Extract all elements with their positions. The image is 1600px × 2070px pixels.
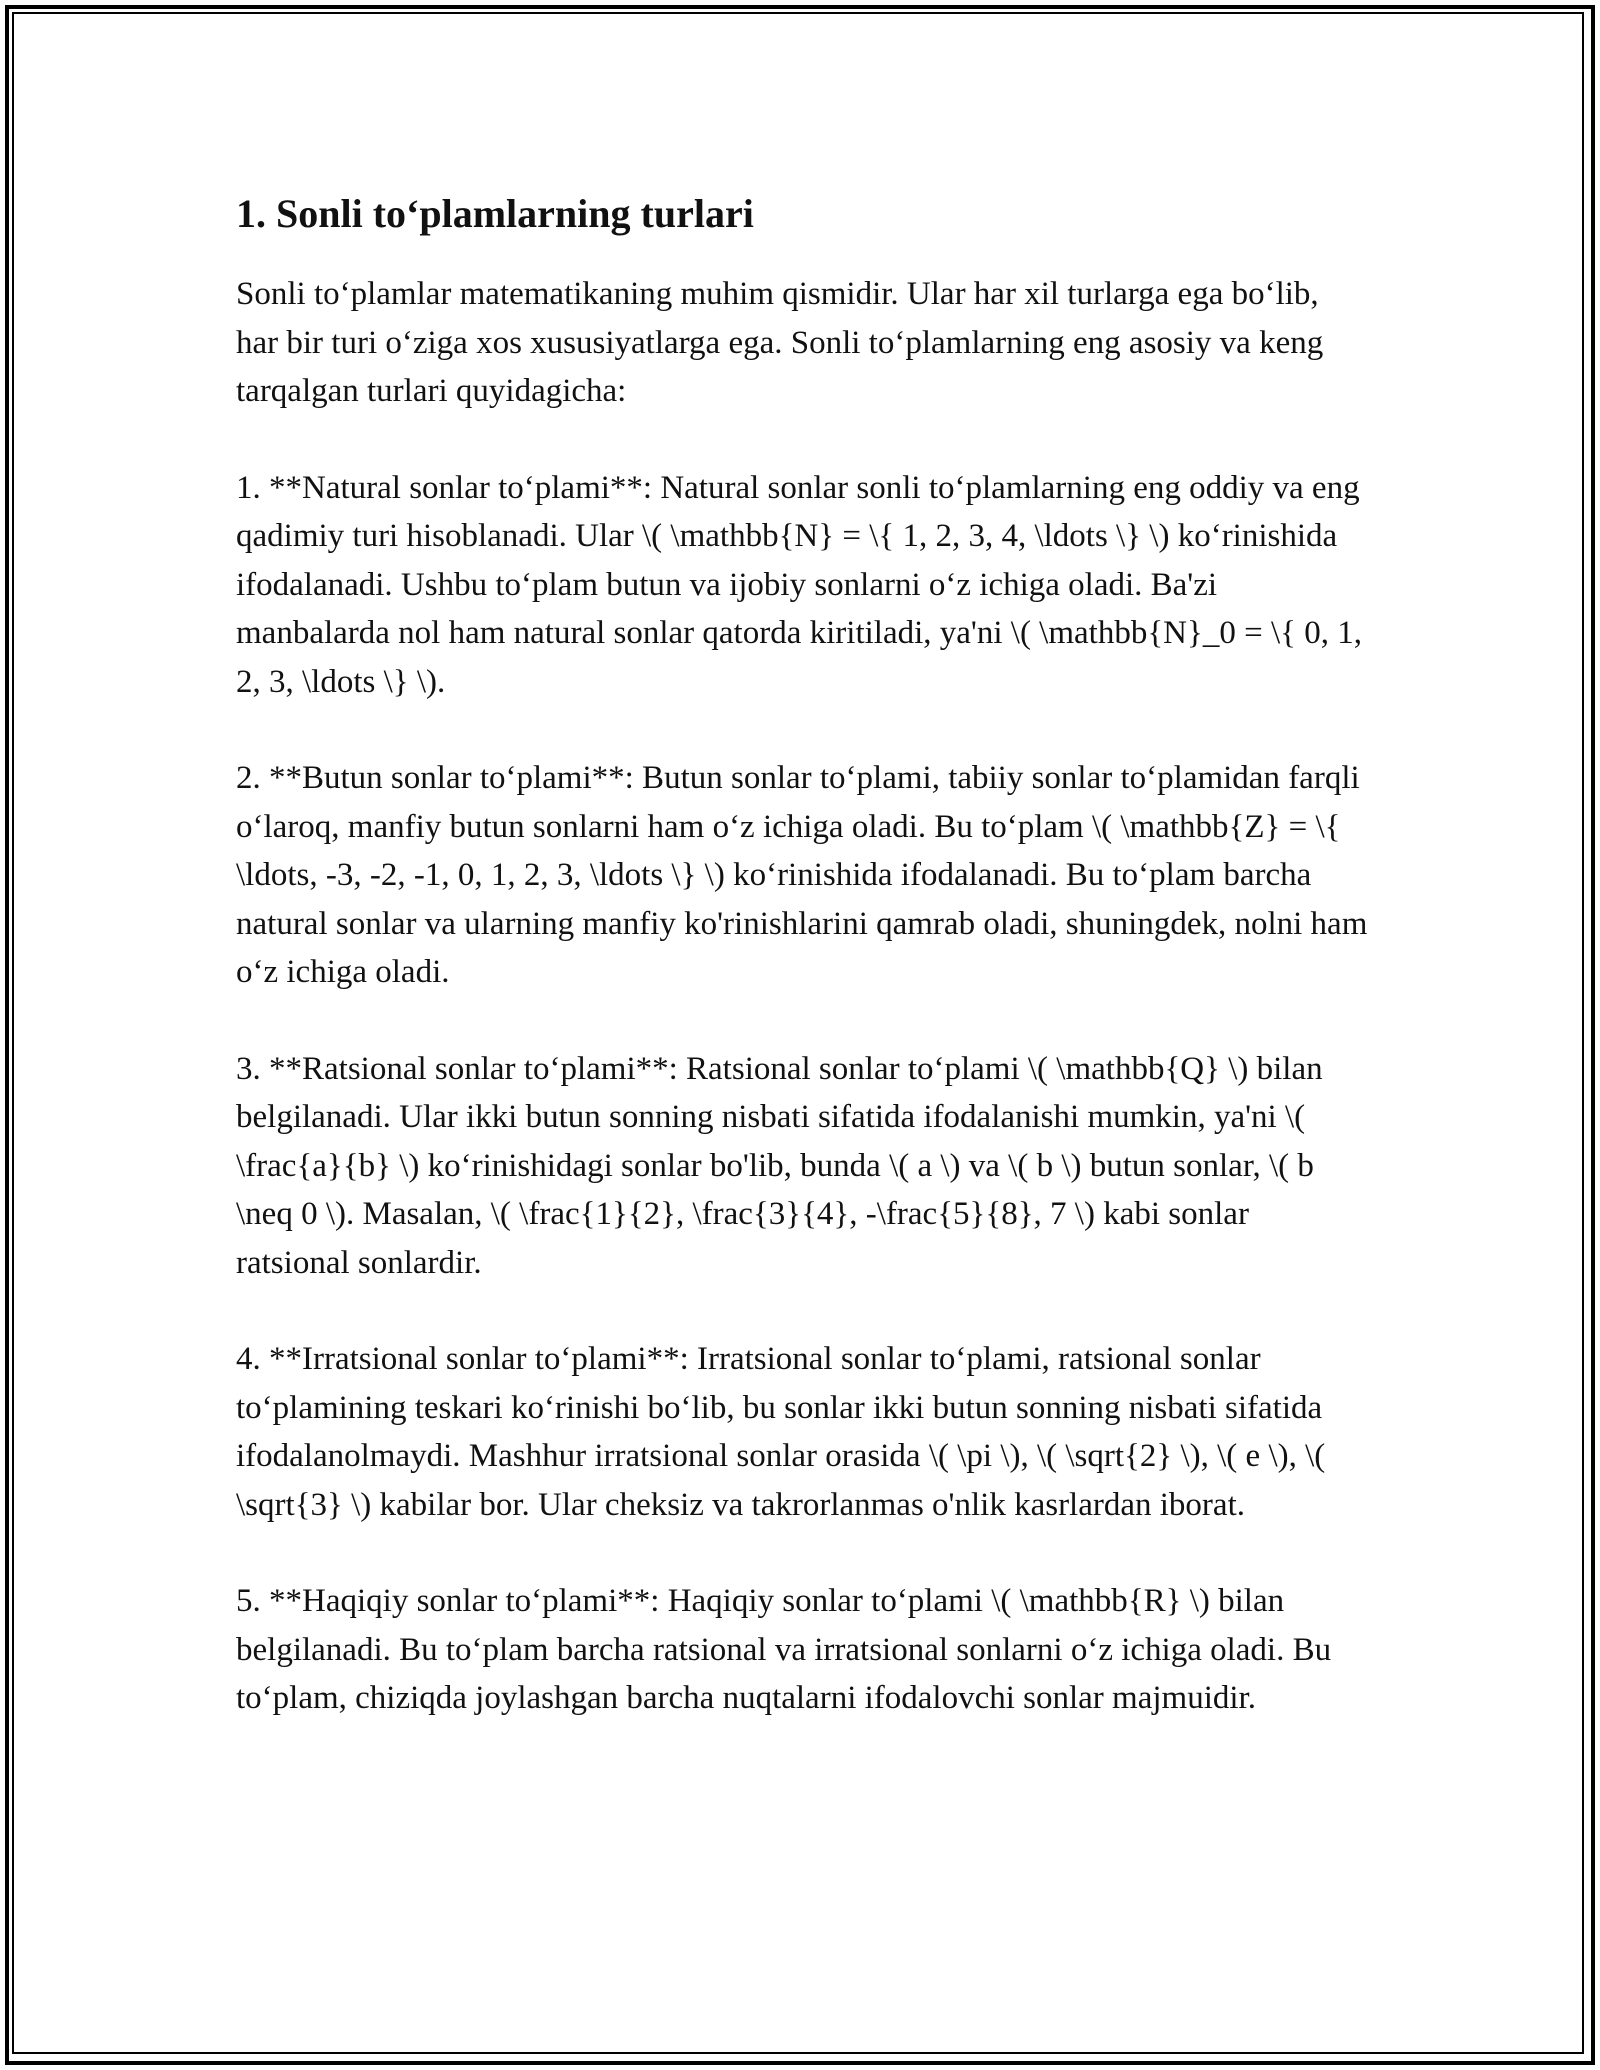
natural-numbers-paragraph: 1. **Natural sonlar to‘plami**: Natural sonlar sonli to‘plamlarning eng oddiy va eng qadimiy turi hisoblanadi. Ular \( \mathbb{N} = \{ 1, 2, 3, 4, \ldots \} \) ko‘rinishida ifodalanadi. Ushbu to‘plam butun va ijobiy sonlarni o‘z ichiga oladi. Ba'zi manbalarda nol ham natural sonlar qatorda kiritiladi, ya'ni \( \mathbb{N}_0 = \{ 0, 1, 2, 3, \ldots \} \). <box>236 469 1362 700</box>
document-title: 1. Sonli to‘plamlarning turlari <box>236 191 754 236</box>
integers-paragraph: 2. **Butun sonlar to‘plami**: Butun sonlar to‘plami, tabiiy sonlar to‘plamidan farqli o‘laroq, manfiy butun sonlarni ham o‘z ichiga oladi. Bu to‘plam \( \mathbb{Z} = \{ \ldots, -3, -2, -1, 0, 1, 2, 3, \ldots \} \) ko‘rinishida ifodalanadi. Bu to‘plam barcha natural sonlar va ularning manfiy ko'rinishlarini qamrab oladi, shuningdek, nolni ham o‘z ichiga oladi. <box>236 760 1368 990</box>
real-numbers-paragraph: 5. **Haqiqiy sonlar to‘plami**: Haqiqiy sonlar to‘plami \( \mathbb{R} \) bilan belgilanadi. Bu to‘plam barcha ratsional va irratsional sonlarni o‘z ichiga oladi. Bu to‘plam, chiziqda joylashgan barcha nuqtalarni ifodalovchi sonlar majmuidir. <box>236 1583 1332 1716</box>
irrational-numbers-paragraph: 4. **Irratsional sonlar to‘plami**: Irratsional sonlar to‘plami, ratsional sonlar to‘plamining teskari ko‘rinishi bo‘lib, bu sonlar ikki butun sonning nisbati sifatida ifodalanolmaydi. Mashhur irratsional sonlar orasida \( \pi \), \( \sqrt{2} \), \( e \), \( \sqrt{3} \) kabilar bor. Ular cheksiz va takrorlanmas o'nlik kasrlardan iborat. <box>236 1341 1326 1523</box>
document-body <box>236 186 1368 1723</box>
rational-numbers-paragraph: 3. **Ratsional sonlar to‘plami**: Ratsional sonlar to‘plami \( \mathbb{Q} \) bilan belgilanadi. Ular ikki butun sonning nisbati sifatida ifodalanishi mumkin, ya'ni \( \frac{a}{b} \) ko‘rinishidagi sonlar bo'lib, bunda \( a \) va \( b \) butun sonlar, \( b \neq 0 \). Masalan, \( \frac{1}{2}, \frac{3}{4}, -\frac{5}{8}, 7 \) kabi sonlar ratsional sonlardir. <box>236 1050 1323 1281</box>
intro-paragraph: Sonli to‘plamlar matematikaning muhim qismidir. Ular har xil turlarga ega bo‘lib, har bir turi o‘ziga xos xususiyatlarga ega. Sonli to‘plamlarning eng asosiy va keng tarqalgan turlari quyidagicha: <box>236 276 1324 409</box>
